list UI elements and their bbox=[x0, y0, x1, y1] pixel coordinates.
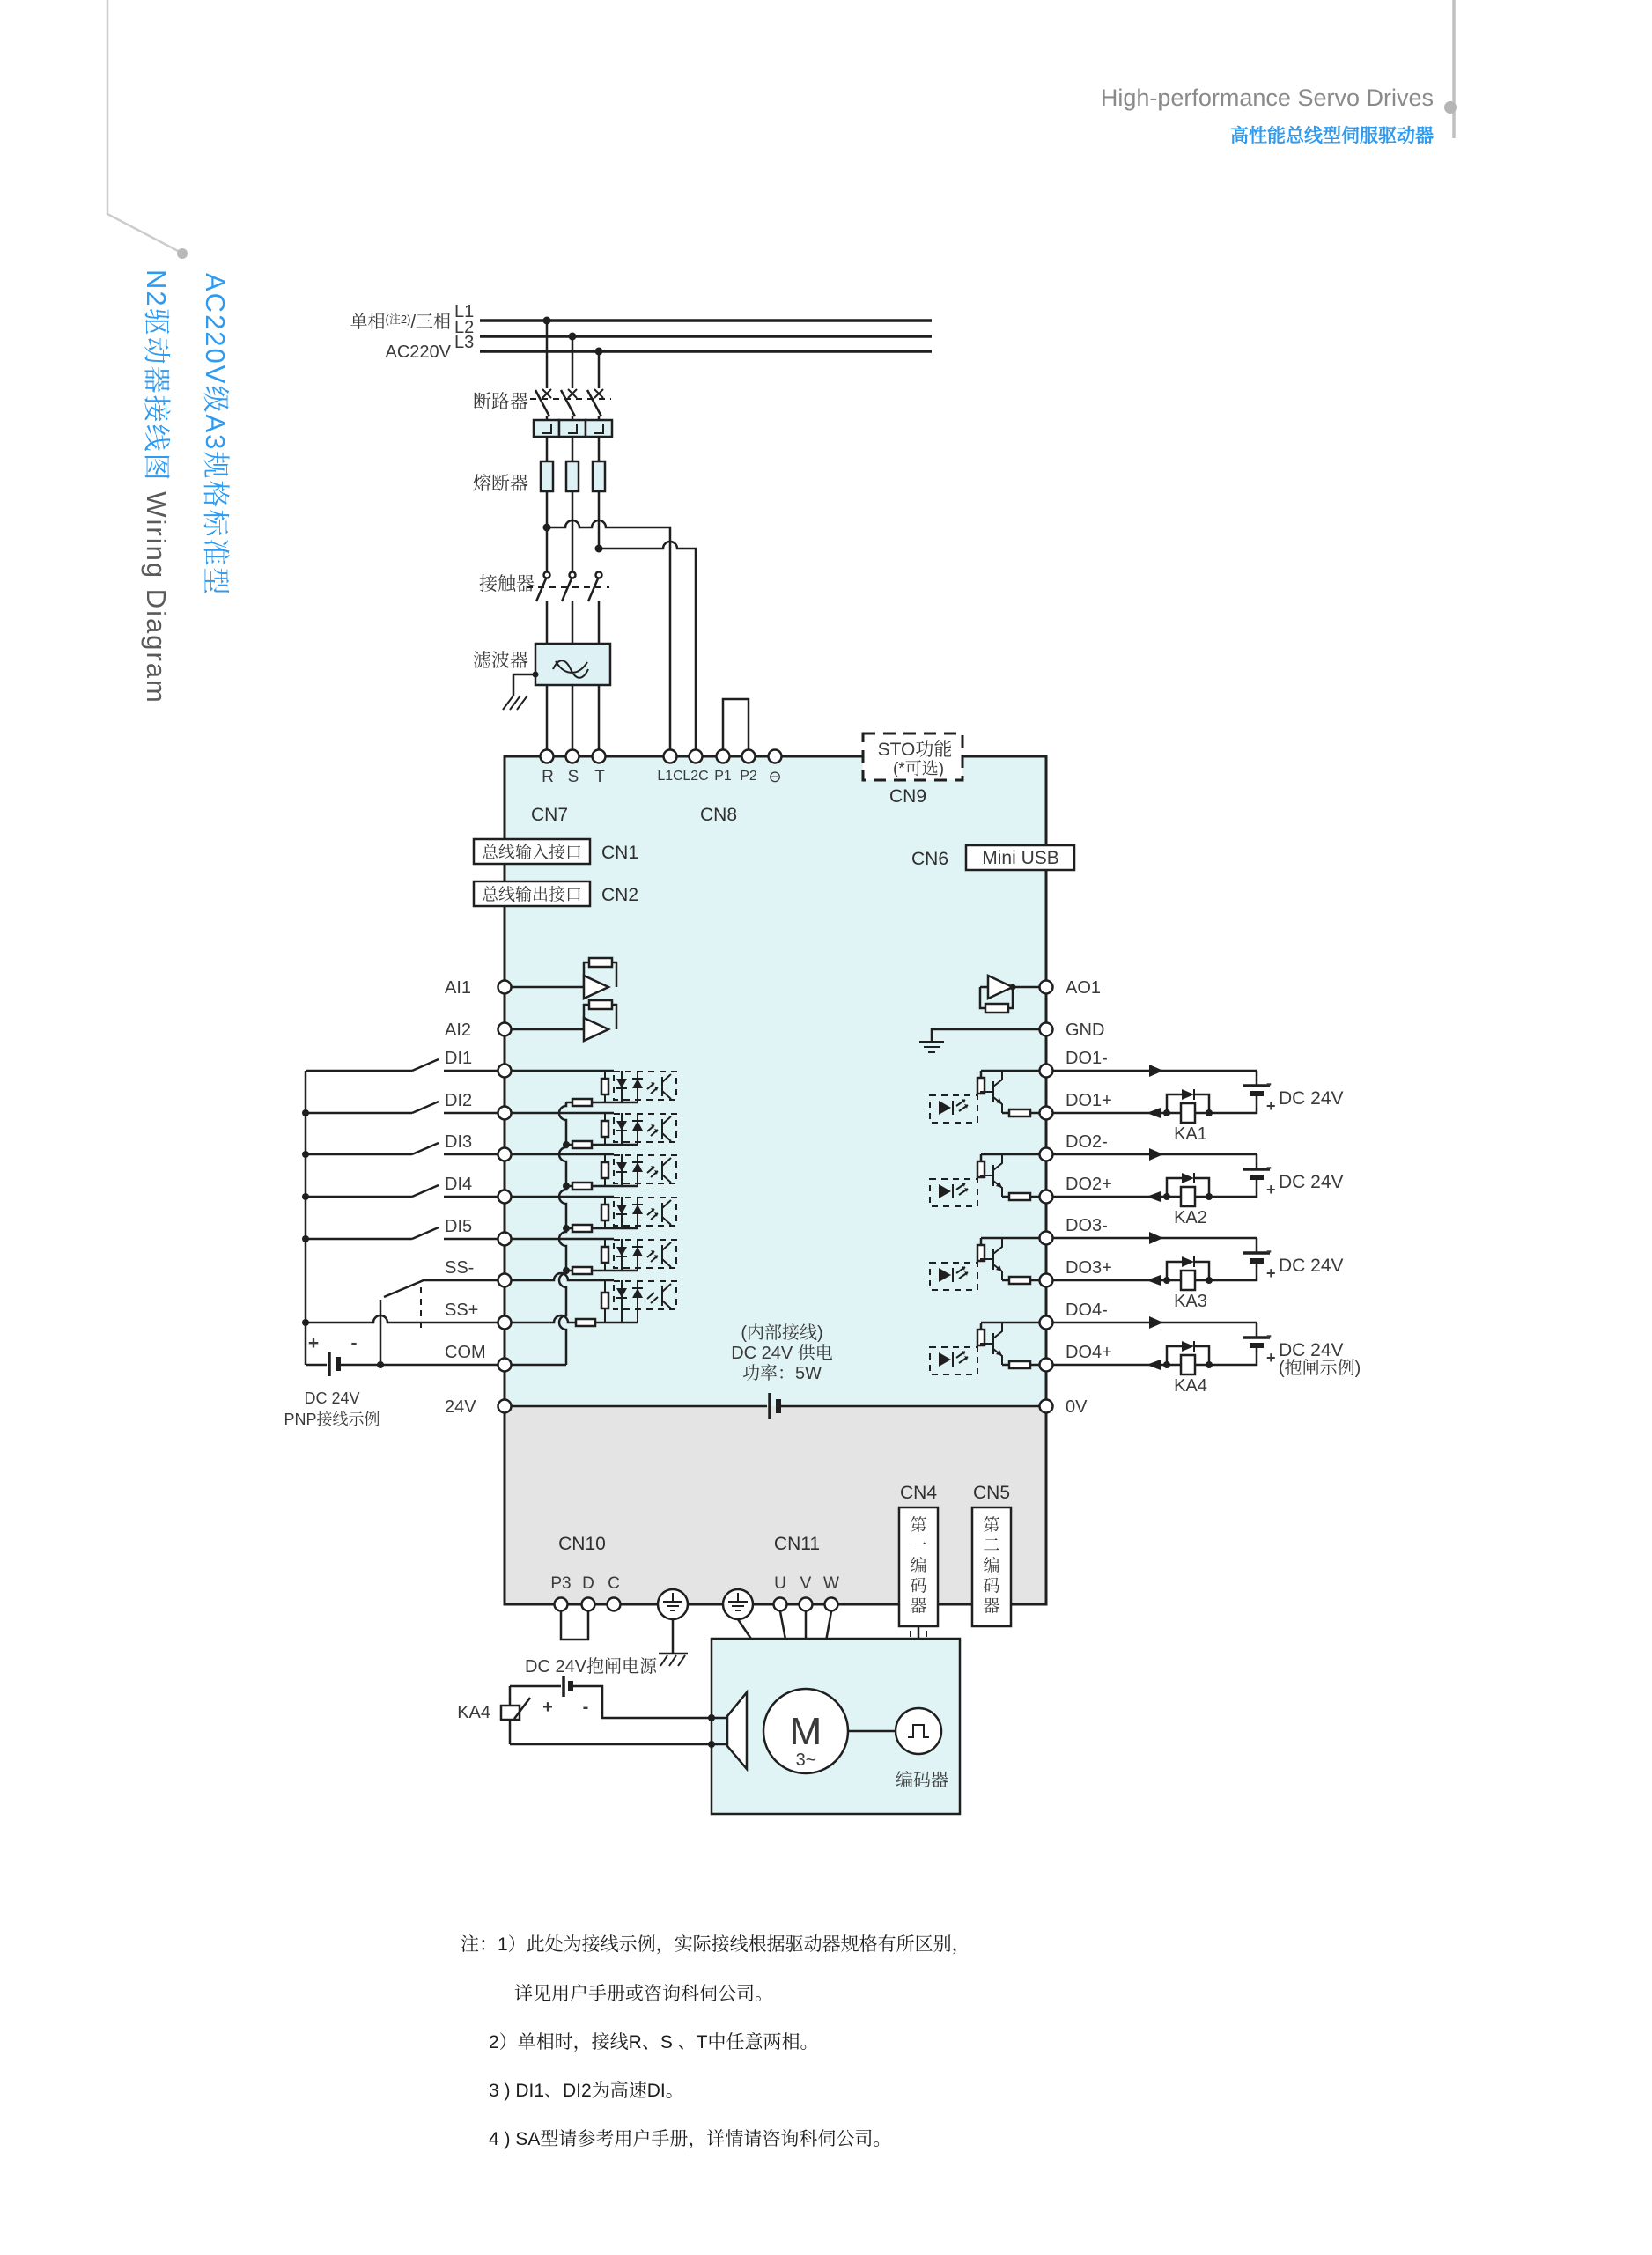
label-di4: DI4 bbox=[445, 1175, 473, 1194]
di-external-circuit bbox=[284, 1059, 498, 1428]
p3-label: P3 bbox=[550, 1574, 572, 1593]
pnp-dc24v-label: DC 24V bbox=[304, 1389, 360, 1407]
label-do4-minus: DO4- bbox=[1066, 1301, 1108, 1320]
label-do2-plus: DO2+ bbox=[1066, 1175, 1112, 1194]
mini-usb-label: Mini USB bbox=[982, 848, 1059, 868]
label-ao1: AO1 bbox=[1066, 978, 1102, 998]
contactor-label: 接触器 bbox=[479, 574, 535, 594]
label-ss-minus: SS- bbox=[445, 1258, 475, 1278]
cn4-char-2: 一 bbox=[910, 1536, 927, 1555]
label-do1-minus: DO1- bbox=[1066, 1049, 1108, 1068]
pnp-note-label: PNP接线示例 bbox=[284, 1411, 380, 1428]
control-power-taps bbox=[543, 520, 697, 749]
w-label: W bbox=[823, 1574, 839, 1593]
sto-label-1: STO功能 bbox=[877, 740, 953, 760]
internal-note-2: DC 24V 供电 bbox=[731, 1344, 833, 1363]
brake-minus: - bbox=[582, 1698, 589, 1717]
cn4-char-5: 器 bbox=[910, 1597, 927, 1616]
power-input bbox=[350, 302, 932, 388]
cn6-label: CN6 bbox=[911, 849, 949, 869]
terminal-l2c-label: L2C bbox=[682, 769, 709, 784]
usb-port bbox=[911, 845, 1074, 870]
label-di1: DI1 bbox=[445, 1049, 473, 1068]
motor-m-label: M bbox=[789, 1710, 822, 1753]
encoder-symbol bbox=[896, 1708, 941, 1754]
page-header-zh: 高性能总线型伺服驱动器 bbox=[1230, 126, 1434, 146]
bus-out-label: 总线输出接口 bbox=[481, 886, 583, 904]
fuse bbox=[473, 461, 605, 572]
cn5-char-2: 二 bbox=[983, 1536, 1000, 1555]
label-com: COM bbox=[445, 1343, 486, 1362]
label-do4-plus: DO4+ bbox=[1066, 1343, 1112, 1362]
sto-label-2: (*可选) bbox=[892, 760, 945, 778]
label-di3: DI3 bbox=[445, 1132, 473, 1152]
ka4-label: KA4 bbox=[1174, 1376, 1207, 1396]
cn11-label: CN11 bbox=[773, 1534, 821, 1554]
phase-rest: /三相 bbox=[410, 313, 451, 332]
v-label: V bbox=[800, 1574, 812, 1593]
cn4-char-3: 编 bbox=[910, 1557, 927, 1575]
ka1-label: KA1 bbox=[1174, 1124, 1207, 1144]
cn4-char-4: 码 bbox=[910, 1577, 927, 1595]
bus-in-label: 总线输入接口 bbox=[481, 844, 583, 862]
note-4: 4 ) SA型请参考用户手册，详情请咨询科伺公司。 bbox=[489, 2129, 892, 2149]
cn4-box-label bbox=[910, 1515, 926, 1616]
wiring-diagram: - + DC 24V 单相$^{(注2)}$/三相 AC220V L1 L2 L3 断路器 熔断器 接触器 滤波器 (内部接线) DC 24V 供电 功率：5W R S T L1C L2C P1 P2 ⊖ CN7 CN8 STO功能 (*可选) CN9 总线输入接口 CN1 总线输出接口 CN2 CN6 Mini USB AI1 AI2 DI1 DI2 DI3 DI4 DI5 SS- SS+ COM 24V AO1 GND DO1- DO1+ DO2- DO2+ DO3- DO3+ DO4- DO4+ 0V + - DC 24V PNP接线示例 KA1 KA2 KA3 KA4 (抱闸示例) CN10 P3 D C CN11 U V W CN4 CN5 第 一 编 码 器 第 二 编 码 器 M 3~ 编码器 KA4 + - DC 24V抱闸电源 bbox=[0, 0, 1652, 2255]
note-1b: 详见用户手册或咨询科伺公司。 bbox=[514, 1984, 773, 2004]
cn7-label: CN7 bbox=[530, 805, 569, 825]
terminal-l1c-label: L1C bbox=[657, 769, 683, 784]
label-do1-plus: DO1+ bbox=[1066, 1091, 1112, 1110]
l1-label: L1 bbox=[454, 302, 475, 321]
brake-circuit bbox=[457, 1656, 712, 1744]
cn4-label: CN4 bbox=[899, 1483, 938, 1503]
terminal-p2-label: P2 bbox=[740, 769, 757, 784]
motor-phase-label: 3~ bbox=[795, 1750, 816, 1770]
l3-label: L3 bbox=[454, 333, 475, 352]
pnp-minus: - bbox=[350, 1333, 358, 1353]
cn5-char-3: 编 bbox=[983, 1557, 1000, 1575]
phase-main: 单相 bbox=[350, 313, 386, 332]
label-0v: 0V bbox=[1066, 1397, 1088, 1417]
label-ss-plus: SS+ bbox=[445, 1301, 479, 1320]
c-label: C bbox=[608, 1574, 620, 1593]
note-1: 注：1）此处为接线示例，实际接线根据驱动器规格有所区别， bbox=[461, 1934, 970, 1955]
ka3-label: KA3 bbox=[1174, 1292, 1207, 1311]
phase-label bbox=[350, 312, 451, 332]
brake-power-label: DC 24V抱闸电源 bbox=[525, 1657, 658, 1677]
ka4-brake-label: KA4 bbox=[457, 1703, 490, 1722]
brake-plus: + bbox=[542, 1698, 553, 1717]
phase-note: (注2) bbox=[385, 313, 411, 326]
cn8-label: CN8 bbox=[699, 805, 738, 825]
cn9-label: CN9 bbox=[889, 786, 927, 807]
label-di5: DI5 bbox=[445, 1217, 473, 1236]
filter-label: 滤波器 bbox=[473, 651, 528, 671]
label-24v: 24V bbox=[445, 1397, 476, 1417]
note-2: 2）单相时，接线R、S 、T中任意两相。 bbox=[489, 2032, 819, 2052]
label-ai2: AI2 bbox=[445, 1021, 472, 1040]
terminal-p1-label: P1 bbox=[714, 769, 732, 784]
label-gnd: GND bbox=[1066, 1021, 1105, 1040]
note-3: 3 ) DI1、DI2为高速DI。 bbox=[489, 2081, 684, 2101]
cn2-label: CN2 bbox=[601, 885, 639, 905]
label-do2-minus: DO2- bbox=[1066, 1132, 1108, 1152]
pnp-plus: + bbox=[307, 1333, 320, 1353]
label-do3-plus: DO3+ bbox=[1066, 1258, 1112, 1278]
terminal-r-label: R bbox=[542, 768, 554, 786]
terminal-t-label: T bbox=[594, 768, 605, 786]
cn5-box-label bbox=[983, 1515, 999, 1616]
cn4-char-1: 第 bbox=[910, 1516, 927, 1535]
side-title-diagram-en: Wiring Diagram bbox=[141, 482, 172, 704]
side-title-diagram-zh: N2驱动器接线图 bbox=[141, 269, 172, 483]
terminal-s-label: S bbox=[567, 768, 579, 786]
corner-decoration-left bbox=[107, 0, 188, 259]
cn10-label: CN10 bbox=[558, 1534, 606, 1554]
cn1-label: CN1 bbox=[601, 843, 639, 863]
label-do3-minus: DO3- bbox=[1066, 1216, 1108, 1235]
fuse-label: 熔断器 bbox=[473, 474, 528, 494]
label-di2: DI2 bbox=[445, 1091, 473, 1110]
internal-note-1: (内部接线) bbox=[741, 1323, 823, 1343]
brake-example-label: (抱闸示例) bbox=[1279, 1359, 1361, 1378]
contactor bbox=[479, 572, 609, 645]
cn5-char-1: 第 bbox=[983, 1516, 1000, 1535]
encoder-label: 编码器 bbox=[896, 1771, 948, 1790]
terminal-pe-label: ⊖ bbox=[768, 768, 782, 785]
internal-note-3: 功率：5W bbox=[742, 1364, 822, 1383]
line-filter bbox=[473, 644, 610, 749]
cn5-char-4: 码 bbox=[983, 1577, 1000, 1595]
cn5-char-5: 器 bbox=[983, 1597, 1000, 1616]
ka2-label: KA2 bbox=[1174, 1208, 1207, 1227]
breaker-label: 断路器 bbox=[473, 392, 528, 412]
l2-label: L2 bbox=[454, 318, 475, 337]
circuit-breaker bbox=[473, 389, 612, 461]
cn5-label: CN5 bbox=[972, 1483, 1011, 1503]
u-label: U bbox=[774, 1574, 786, 1593]
side-title-spec: AC220V级A3规格标准型 bbox=[200, 273, 231, 597]
margin-rule-right bbox=[1444, 0, 1457, 138]
page-header-en: High-performance Servo Drives bbox=[1100, 85, 1434, 111]
label-ai1: AI1 bbox=[445, 978, 472, 998]
d-label: D bbox=[582, 1574, 594, 1593]
voltage-label: AC220V bbox=[385, 343, 451, 362]
motor-box bbox=[708, 1639, 960, 1814]
